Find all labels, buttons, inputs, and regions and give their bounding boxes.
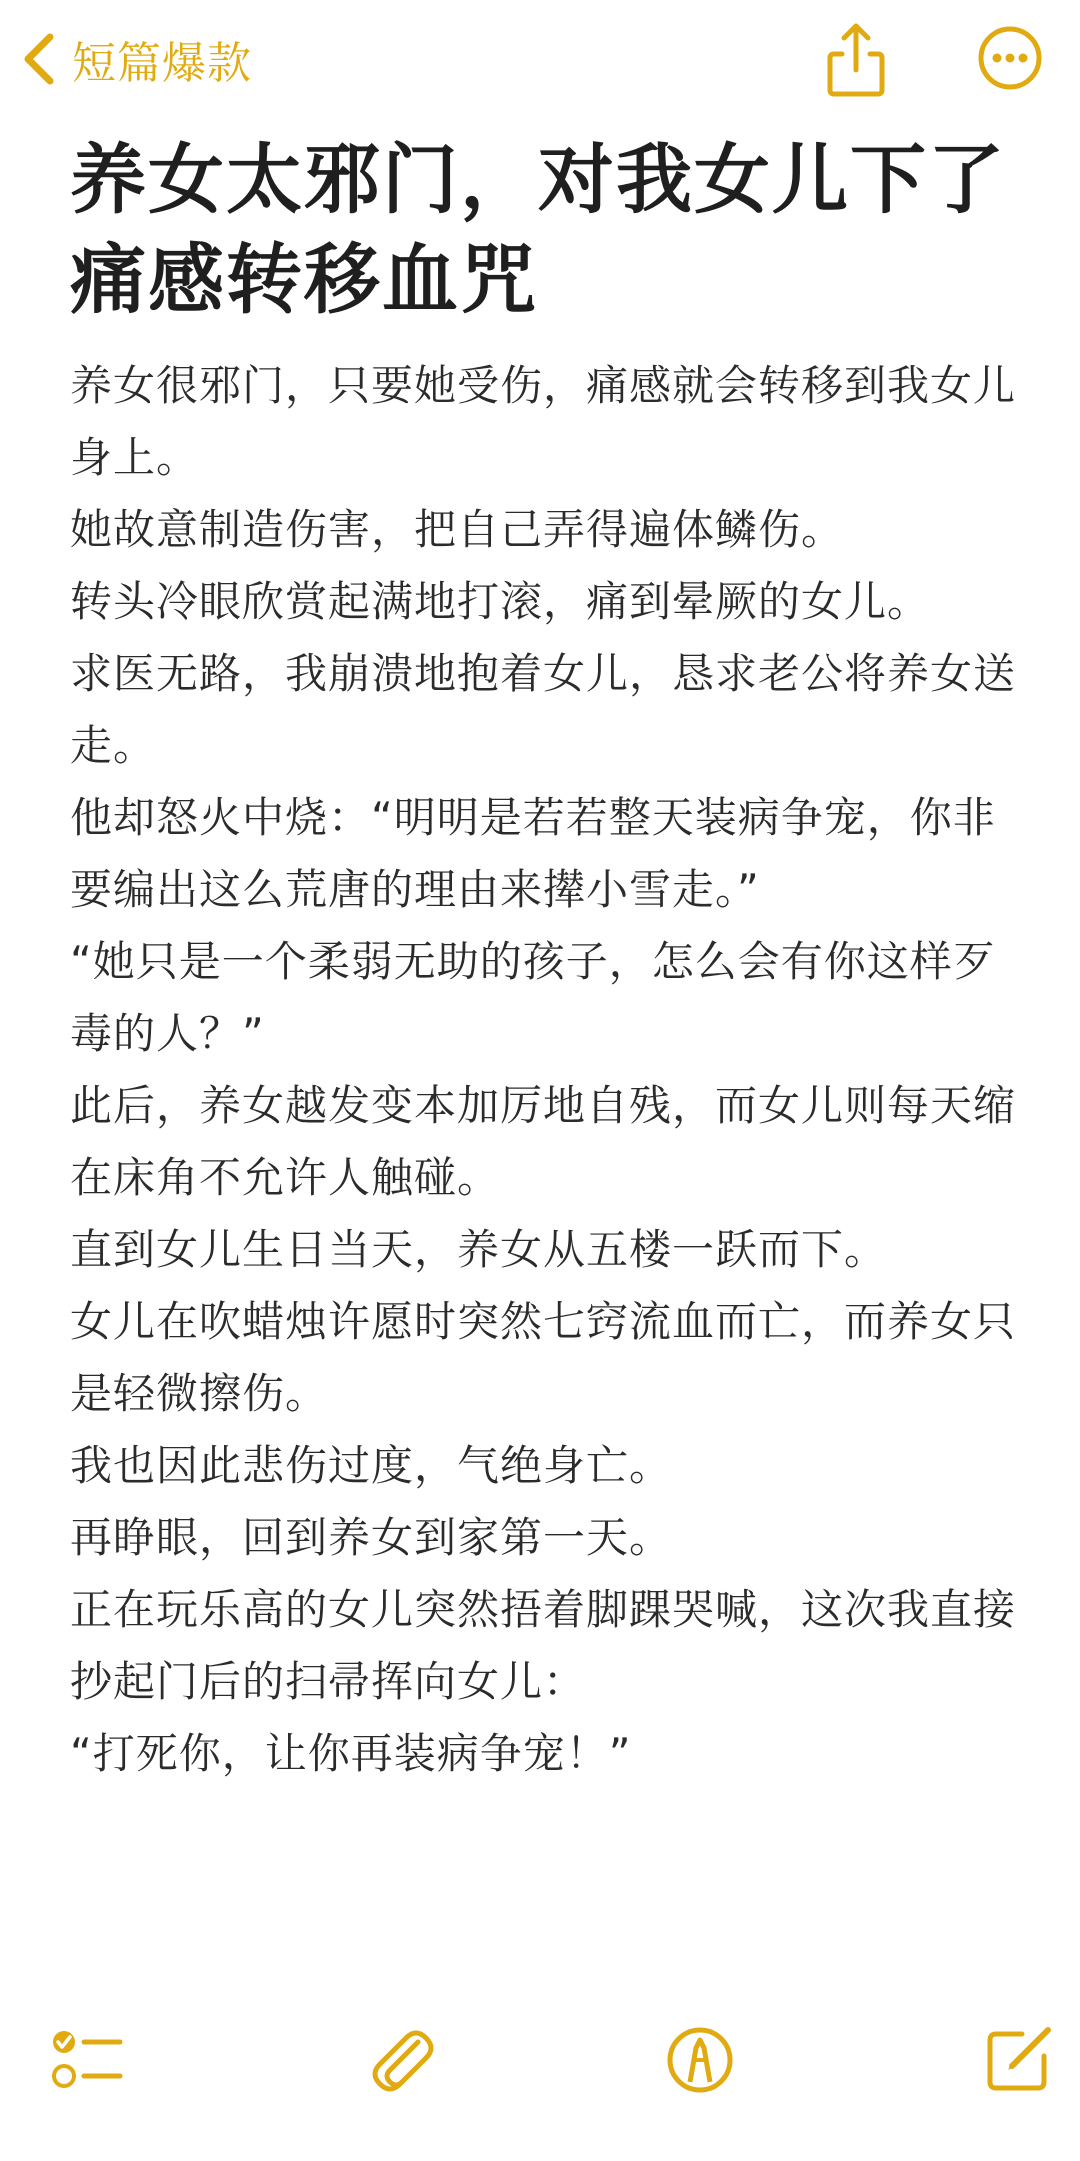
chevron-left-icon: [20, 31, 56, 87]
checklist-button[interactable]: [48, 2020, 128, 2100]
note-paragraph: 他却怒火中烧：“明明是若若整天装病争宠，你非要编出这么荒唐的理由来撵小雪走。”: [70, 793, 996, 914]
note-paragraph: 正在玩乐高的女儿突然捂着脚踝哭喊，这次我直接抄起门后的扫帚挥向女儿：: [70, 1585, 1017, 1706]
note-title: 养女太邪门，对我女儿下了痛感转移血咒: [70, 135, 1006, 324]
share-icon: [820, 20, 892, 100]
note-paragraph: 再睁眼，回到养女到家第一天。: [70, 1513, 673, 1562]
pen-circle-icon: [660, 2020, 740, 2100]
compose-button[interactable]: [978, 2020, 1058, 2100]
share-button[interactable]: [820, 20, 892, 100]
attachment-button[interactable]: [360, 2020, 440, 2100]
note-paragraph: 我也因此悲伤过度，气绝身亡。: [70, 1441, 673, 1490]
paperclip-icon: [360, 2020, 440, 2100]
markup-button[interactable]: [660, 2020, 740, 2100]
note-paragraph: 直到女儿生日当天，养女从五楼一跃而下。: [70, 1225, 888, 1274]
note-paragraph: 她故意制造伤害，把自己弄得遍体鳞伤。: [70, 505, 845, 554]
top-navigation-bar: [0, 0, 1080, 120]
checklist-icon: [48, 2020, 128, 2100]
note-body[interactable]: [70, 350, 1030, 1790]
ellipsis-circle-icon: [976, 24, 1044, 92]
note-paragraph: 转头冷眼欣赏起满地打滚，痛到晕厥的女儿。: [70, 577, 931, 626]
note-paragraph: 女儿在吹蜡烛许愿时突然七窍流血而亡，而养女只是轻微擦伤。: [70, 1297, 1017, 1418]
note-paragraph: 此后，养女越发变本加厉地自残，而女儿则每天缩在床角不允许人触碰。: [70, 1081, 1017, 1202]
note-paragraph: “她只是一个柔弱无助的孩子，怎么会有你这样歹毒的人？”: [70, 937, 996, 1058]
more-options-button[interactable]: [976, 24, 1044, 92]
bottom-toolbar: [0, 2020, 1080, 2130]
compose-icon: [978, 2020, 1058, 2100]
note-paragraph: 求医无路，我崩溃地抱着女儿，恳求老公将养女送走。: [70, 649, 1017, 770]
note-paragraph: 养女很邪门，只要她受伤，痛感就会转移到我女儿身上。: [70, 361, 1017, 482]
back-button[interactable]: [20, 24, 252, 94]
back-button-label: 短篇爆款: [72, 38, 252, 89]
note-paragraph: “打死你，让你再装病争宠！”: [70, 1729, 632, 1778]
